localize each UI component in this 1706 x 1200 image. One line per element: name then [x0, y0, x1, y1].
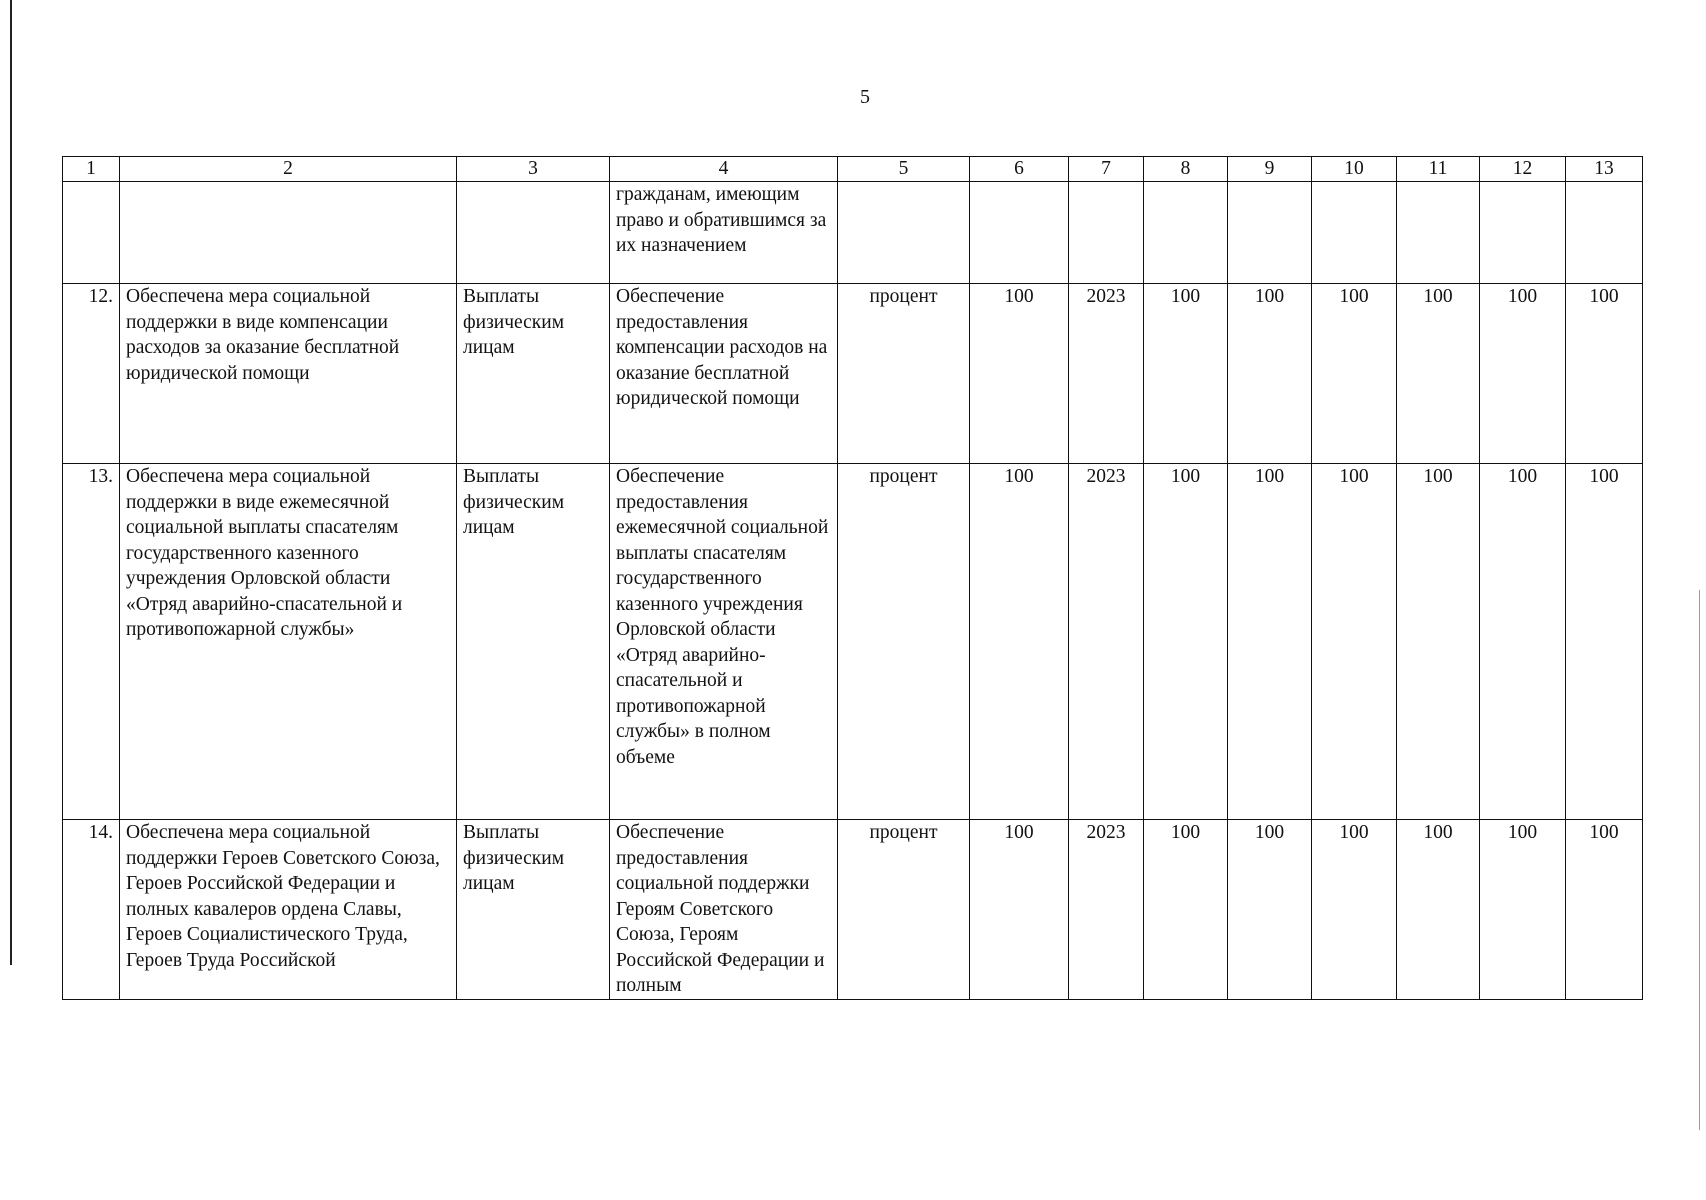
table-cell-unit: процент — [838, 284, 970, 464]
column-header: 10 — [1312, 157, 1397, 182]
table-cell-value: 100 — [1480, 284, 1566, 464]
row-number: 14. — [63, 820, 120, 1000]
table-row-continuation — [63, 182, 1643, 284]
table-cell — [1144, 182, 1228, 284]
table-cell-result: Обеспечена мера социальной поддержки в виде ежемесячной социальной выплаты спасателям государственного казенного учреждения Орловской области «Отряд аварийно-спасательной и противопожарной службы» — [120, 464, 457, 820]
table-cell-description: Обеспечение предоставления компенсации расходов на оказание бесплатной юридической помощи — [610, 284, 838, 464]
table-cell — [1069, 182, 1144, 284]
table-cell-base-value: 100 — [970, 820, 1069, 1000]
table-cell — [1397, 182, 1480, 284]
table-cell-value: 100 — [1566, 820, 1643, 1000]
table-cell — [120, 182, 457, 284]
row-number: 12. — [63, 284, 120, 464]
table-cell-unit: процент — [838, 464, 970, 820]
column-header: 11 — [1397, 157, 1480, 182]
table-cell-value: 100 — [1144, 284, 1228, 464]
table-cell-description: гражданам, имеющим право и обратившимся за их назначением — [610, 182, 838, 284]
table-cell-base-year: 2023 — [1069, 464, 1144, 820]
table-cell-unit: процент — [838, 820, 970, 1000]
table-cell — [970, 182, 1069, 284]
column-header: 7 — [1069, 157, 1144, 182]
table-cell-base-value: 100 — [970, 464, 1069, 820]
table-cell-base-value: 100 — [970, 284, 1069, 464]
table-cell — [1312, 182, 1397, 284]
column-header: 2 — [120, 157, 457, 182]
column-header: 1 — [63, 157, 120, 182]
column-header: 13 — [1566, 157, 1643, 182]
table-cell-value: 100 — [1312, 820, 1397, 1000]
table-cell-value: 100 — [1144, 820, 1228, 1000]
table-cell-value: 100 — [1566, 284, 1643, 464]
table-cell-type: Выплаты физическим лицам — [457, 284, 610, 464]
column-header: 5 — [838, 157, 970, 182]
page-number: 5 — [860, 86, 870, 108]
table-cell-value: 100 — [1228, 464, 1312, 820]
column-header: 3 — [457, 157, 610, 182]
table-cell — [1228, 182, 1312, 284]
scan-right-edge — [1699, 590, 1700, 1130]
table-cell — [838, 182, 970, 284]
table-cell-result: Обеспечена мера социальной поддержки в виде компенсации расходов за оказание бесплатной юридической помощи — [120, 284, 457, 464]
column-header: 9 — [1228, 157, 1312, 182]
table-cell-value: 100 — [1480, 464, 1566, 820]
table-row — [63, 464, 1643, 820]
table-cell-value: 100 — [1480, 820, 1566, 1000]
table-cell-value: 100 — [1566, 464, 1643, 820]
table-cell-value: 100 — [1312, 464, 1397, 820]
table-cell-description: Обеспечение предоставления ежемесячной социальной выплаты спасателям государственного казенного учреждения Орловской области «Отряд аварийно-спасательной и противопожарной службы» в полном объеме — [610, 464, 838, 820]
table-cell-value: 100 — [1312, 284, 1397, 464]
table-cell-value: 100 — [1397, 284, 1480, 464]
table-cell — [457, 182, 610, 284]
table-cell — [1566, 182, 1643, 284]
table-cell-type: Выплаты физическим лицам — [457, 464, 610, 820]
table-cell-type: Выплаты физическим лицам — [457, 820, 610, 1000]
table-cell — [63, 182, 120, 284]
column-header: 6 — [970, 157, 1069, 182]
table-cell — [1480, 182, 1566, 284]
row-number: 13. — [63, 464, 120, 820]
table-cell-value: 100 — [1228, 284, 1312, 464]
table-row — [63, 284, 1643, 464]
table-cell-value: 100 — [1228, 820, 1312, 1000]
table-cell-result: Обеспечена мера социальной поддержки Героев Советского Союза, Героев Российской Федерации и полных кавалеров ордена Славы, Героев Социалистического Труда, Героев Труда Российской — [120, 820, 457, 1000]
column-header: 4 — [610, 157, 838, 182]
table-cell-value: 100 — [1144, 464, 1228, 820]
column-header: 8 — [1144, 157, 1228, 182]
table-cell-value: 100 — [1397, 464, 1480, 820]
table-cell-base-year: 2023 — [1069, 820, 1144, 1000]
table-cell-value: 100 — [1397, 820, 1480, 1000]
table-row — [63, 820, 1643, 1000]
column-header: 12 — [1480, 157, 1566, 182]
table-cell-base-year: 2023 — [1069, 284, 1144, 464]
table-header-row — [63, 157, 1643, 182]
scan-left-edge — [10, 0, 12, 965]
table-cell-description: Обеспечение предоставления социальной поддержки Героям Советского Союза, Героям Российской Федерации и полным — [610, 820, 838, 1000]
indicators-table — [62, 156, 1643, 1000]
